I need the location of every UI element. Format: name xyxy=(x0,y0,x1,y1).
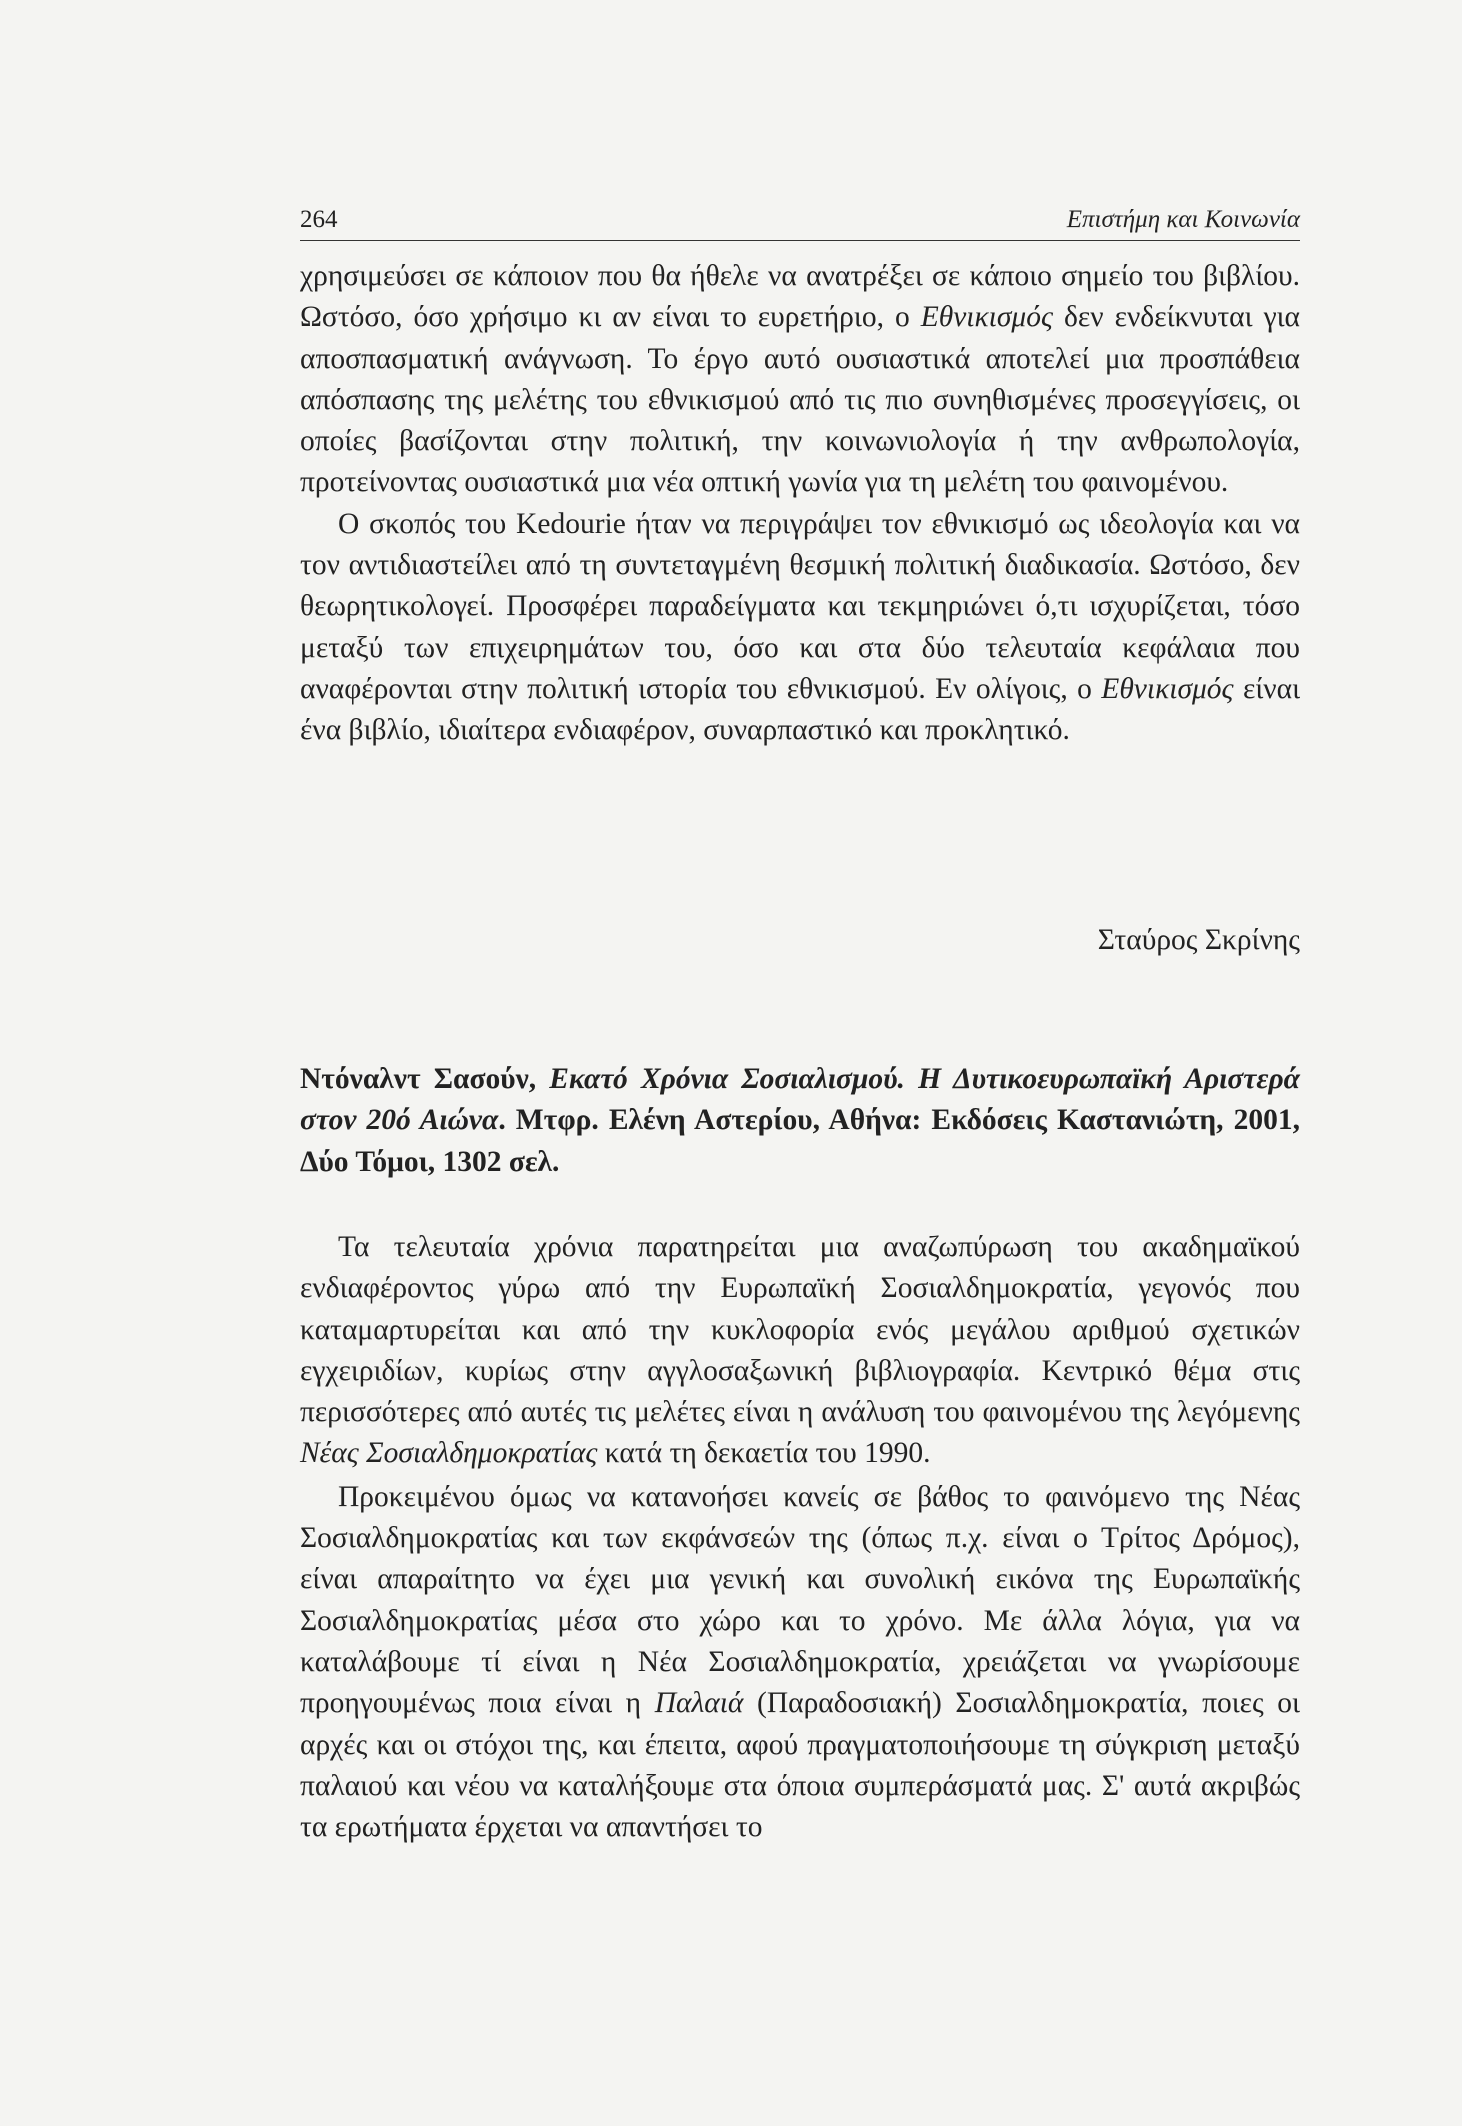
text-run: Προκειμένου όμως να κατανοήσει κανείς σε βάθος το φαινόμενο της Νέας Σοσιαλδημοκρατίας και των εκφάνσεών της (όπως π.χ. είναι ο Τρίτος Δρόμος), είναι απαραίτητο να έχει μια γενική και συνολική εικόνα της Ευρωπαϊκής Σοσιαλδημοκρατίας μέσα στο χώρο και το χρόνο. Με άλλα λόγια, για να καταλάβουμε τί είναι η Νέα Σοσιαλδημοκρατία, χρειάζεται να γνωρίσουμε προηγουμένως ποια είναι η xyxy=(300,1480,1300,1720)
running-header xyxy=(300,200,1300,241)
review-2-paragraph-1 xyxy=(300,1227,1300,1475)
journal-title: Επιστήμη και Κοινωνία xyxy=(1066,206,1300,233)
reviewer-signature: Σταύρος Σκρίνης xyxy=(1097,924,1300,956)
book-title: Εκατό Χρόνια Σοσιαλισμού. Η Δυτικοευρωπαϊκή Αριστερά στον 20ό Αιώνα xyxy=(300,1063,1300,1137)
book-title-italic: Εθνικισμός xyxy=(920,301,1053,334)
term-italic: Παλαιά xyxy=(654,1687,744,1720)
review-1-paragraph-1 xyxy=(300,256,1300,504)
review-1-paragraph-2 xyxy=(300,504,1300,752)
review-1-text xyxy=(300,256,1300,752)
book-details: . Μτφρ. Ελένη Αστερίου, Αθήνα: Εκδόσεις Καστανιώτη, 2001, Δύο Τόμοι, 1302 σελ. xyxy=(300,1104,1300,1178)
page-number: 264 xyxy=(300,206,338,233)
review-2-paragraph-2 xyxy=(300,1477,1300,1849)
review-2-text xyxy=(300,1227,1300,1848)
text-run: είναι ένα βιβλίο, ιδιαίτερα ενδιαφέρον, συναρπαστικό και προκλητικό. xyxy=(300,672,1301,747)
book-title-italic: Εθνικισμός xyxy=(1101,672,1234,705)
book-author: Ντόναλντ Σασούν, xyxy=(300,1063,550,1095)
text-run: (Παραδοσιακή) Σοσιαλδημοκρατία, ποιες οι αρχές και οι στόχοι της, και έπειτα, αφού πραγματοποιήσουμε τη σύγκριση μεταξύ παλαιού και νέου να καταλήξουμε στα όποια συμπεράσματά μας. Σ' αυτά ακριβώς τα ερωτήματα έρχεται να απαντήσει το xyxy=(300,1687,1300,1844)
text-run: κατά τη δεκαετία του 1990. xyxy=(597,1437,931,1470)
text-run: χρησιμεύσει σε κάποιον που θα ήθελε να ανατρέξει σε κάποιο σημείο του βιβλίου. Ωστόσο, όσο χρήσιμο κι αν είναι το ευρετήριο, ο xyxy=(300,260,1300,334)
text-run: Ο σκοπός του Kedourie ήταν να περιγράψει τον εθνικισμό ως ιδεολογία και να τον αντιδιαστείλει από τη συντεταγμένη θεσμική πολιτική διαδικασία. Ωστόσο, δεν θεωρητικολογεί. Προσφέρει παραδείγματα και τεκμηριώνει ό,τι ισχυρίζεται, τόσο μεταξύ των επιχειρημάτων του, όσο και στα δύο τελευταία κεφάλαια που αναφέρονται στην πολιτική ιστορία του εθνικισμού. Εν ολίγοις, ο xyxy=(300,507,1300,705)
text-run: δεν ενδείκνυται για αποσπασματική ανάγνωση. Το έργο αυτό ουσιαστικά αποτελεί μια προσπάθεια απόσπασης της μελέτης του εθνικισμού από τις πιο συνηθισμένες προσεγγίσεις, οι οποίες βασίζονται στην πολιτική, την κοινωνιολογία ή την ανθρωπολογία, προτείνοντας ουσιαστικά μια νέα οπτική γωνία για τη μελέτη του φαινομένου. xyxy=(300,301,1301,499)
term-italic: Νέας Σοσιαλδημοκρατίας xyxy=(300,1437,598,1470)
text-run: Τα τελευταία χρόνια παρατηρείται μια αναζωπύρωση του ακαδημαϊκού ενδιαφέροντος γύρω από την Ευρωπαϊκή Σοσιαλδημοκρατία, γεγονός που καταμαρτυρείται και από την κυκλοφορία ενός μεγάλου αριθμού σχετικών εγχειριδίων, κυρίως στην αγγλοσαξωνική βιβλιογραφία. Κεντρικό θέμα στις περισσότερες από αυτές τις μελέτες είναι η ανάλυση του φαινομένου της λεγόμενης xyxy=(300,1231,1300,1429)
review-2-heading xyxy=(300,1059,1300,1183)
